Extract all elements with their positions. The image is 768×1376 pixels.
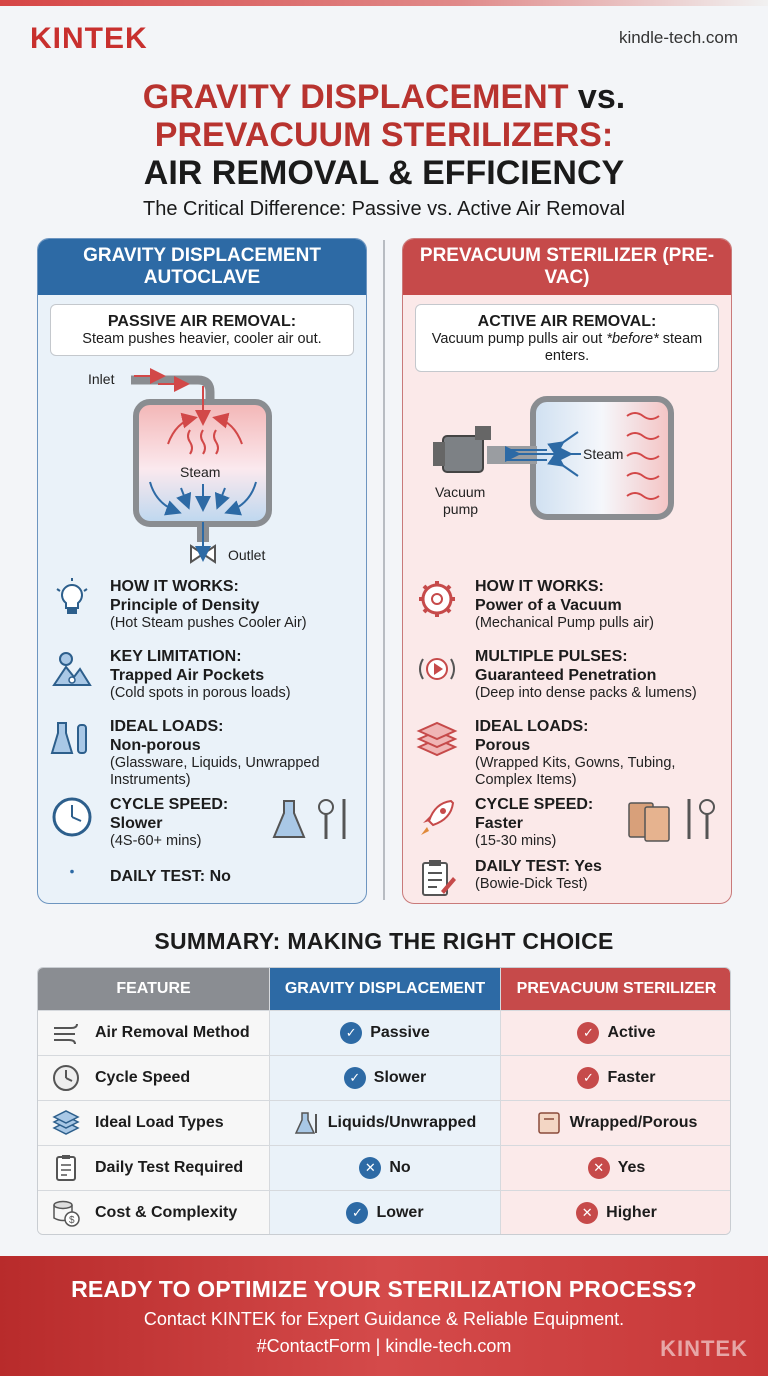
feature-sub: Guaranteed Penetration bbox=[475, 667, 657, 684]
gravity-panel-heading: GRAVITY DISPLACEMENT AUTOCLAVE bbox=[38, 239, 366, 295]
feature-title: HOW IT WORKS: bbox=[475, 578, 604, 595]
prevac-panel-heading: PREVACUUM STERILIZER (PRE-VAC) bbox=[403, 239, 731, 295]
bullet-dot-icon bbox=[50, 867, 94, 887]
prevac-value: Active bbox=[607, 1024, 656, 1041]
gravity-cell bbox=[269, 1011, 500, 1055]
stacked-packs-icon bbox=[415, 717, 459, 761]
feature-sub: Trapped Air Pockets bbox=[110, 667, 265, 684]
prevac-value: Wrapped/Porous bbox=[569, 1114, 698, 1131]
header-gravity: GRAVITY DISPLACEMENT bbox=[269, 968, 500, 1010]
summary-table bbox=[37, 967, 731, 1235]
site-url[interactable]: kindle-tech.com bbox=[618, 28, 738, 47]
feature-sub: Faster bbox=[475, 815, 524, 832]
steam-label: Steam bbox=[180, 464, 221, 480]
table-header-row bbox=[38, 968, 731, 1010]
gravity-value: Liquids/Unwrapped bbox=[327, 1114, 477, 1131]
summary-title: SUMMARY: MAKING THE RIGHT CHOICE bbox=[154, 928, 614, 954]
title-prevacuum: PREVACUUM STERILIZERS: bbox=[154, 116, 614, 154]
check-icon: ✓ bbox=[344, 1067, 366, 1089]
wrapped-pack-icon bbox=[536, 1110, 562, 1136]
feature-desc: (4S-60+ mins) bbox=[110, 833, 202, 849]
callout-text-b: *before* bbox=[606, 331, 659, 347]
feature-desc: (Mechanical Pump pulls air) bbox=[475, 615, 654, 631]
feature-sub: Non-porous bbox=[110, 737, 201, 754]
feature-desc: (Glassware, Liquids, Unwrapped Instruments) bbox=[110, 755, 320, 788]
cta-contact-line: Contact KINTEK for Expert Guidance & Reliable Equipment. bbox=[143, 1309, 625, 1329]
clipboard-icon bbox=[51, 1153, 81, 1183]
layers-icon bbox=[51, 1108, 81, 1138]
feature-label: Ideal Load Types bbox=[95, 1114, 224, 1131]
table-row bbox=[38, 1100, 731, 1145]
prevac-value: Faster bbox=[607, 1069, 656, 1086]
prevac-cell bbox=[500, 1056, 731, 1100]
check-icon: ✓ bbox=[577, 1022, 599, 1044]
feature-cell bbox=[38, 1056, 269, 1100]
gravity-value: No bbox=[389, 1159, 411, 1176]
wind-icon bbox=[51, 1018, 81, 1048]
feature-sub: Power of a Vacuum bbox=[475, 597, 622, 614]
prevac-value: Higher bbox=[606, 1204, 657, 1221]
callout-text: Steam pushes heavier, cooler air out. bbox=[82, 331, 322, 347]
gravity-panel bbox=[37, 238, 367, 904]
prevac-chamber-diagram bbox=[403, 364, 732, 564]
title-vs: vs. bbox=[577, 78, 626, 116]
pump-label-line1: Vacuum bbox=[435, 484, 486, 500]
feature-sub: Slower bbox=[110, 815, 163, 832]
feature-title: CYCLE SPEED: bbox=[475, 796, 594, 813]
lightbulb-icon bbox=[50, 577, 94, 621]
header-prevac: PREVACUUM STERILIZER bbox=[500, 968, 731, 1010]
feature-sub: Porous bbox=[475, 737, 531, 754]
table-row bbox=[38, 1055, 731, 1100]
gravity-chamber-diagram bbox=[38, 364, 367, 564]
feature-desc: (Hot Steam pushes Cooler Air) bbox=[110, 615, 307, 631]
feature-title: DAILY TEST: Yes bbox=[475, 858, 602, 875]
gravity-cell bbox=[269, 1146, 500, 1190]
page-title bbox=[0, 78, 768, 192]
feature-label: Cycle Speed bbox=[95, 1069, 191, 1086]
feature-title: IDEAL LOADS: bbox=[110, 718, 224, 735]
prevac-cell bbox=[500, 1146, 731, 1190]
feature-desc: (Cold spots in porous loads) bbox=[110, 685, 291, 701]
clipboard-icon bbox=[415, 857, 459, 901]
page-subtitle: The Critical Difference: Passive vs. Active Air Removal bbox=[142, 198, 626, 220]
feature-cell bbox=[38, 1146, 269, 1190]
feature-sub: Principle of Density bbox=[110, 597, 260, 614]
cta-contact-link[interactable]: #ContactForm | kindle-tech.com bbox=[256, 1336, 512, 1356]
callout-text-a: Vacuum pump pulls air out bbox=[431, 331, 607, 347]
check-icon: ✓ bbox=[340, 1022, 362, 1044]
prevac-cell bbox=[500, 1101, 731, 1145]
table-row bbox=[38, 1010, 731, 1055]
column-divider bbox=[383, 240, 385, 900]
feature-cell bbox=[38, 1011, 269, 1055]
feature-label: Cost & Complexity bbox=[95, 1204, 238, 1221]
feature-title: MULTIPLE PULSES: bbox=[475, 648, 628, 665]
feature-desc: (15-30 mins) bbox=[475, 833, 557, 849]
header bbox=[0, 6, 768, 66]
table-row bbox=[38, 1190, 731, 1235]
clock-icon bbox=[51, 1063, 81, 1093]
gravity-cell bbox=[269, 1191, 500, 1235]
gravity-value: Lower bbox=[376, 1204, 424, 1221]
feature-desc: (Wrapped Kits, Gowns, Tubing, Complex Items) bbox=[475, 755, 676, 788]
feature-label: Air Removal Method bbox=[95, 1024, 250, 1041]
gravity-cell bbox=[269, 1101, 500, 1145]
callout-title: PASSIVE AIR REMOVAL: bbox=[107, 313, 297, 330]
callout-text-c: steam enters. bbox=[544, 331, 703, 364]
callout-title: ACTIVE AIR REMOVAL: bbox=[477, 313, 657, 330]
feature-title: KEY LIMITATION: bbox=[110, 648, 242, 665]
header-feature: FEATURE bbox=[38, 968, 269, 1010]
pump-label-line2: pump bbox=[443, 501, 479, 517]
prevac-panel bbox=[402, 238, 732, 904]
active-air-callout bbox=[415, 304, 719, 372]
feature-title: CYCLE SPEED: bbox=[110, 796, 229, 813]
vacuum-pump-label bbox=[435, 484, 489, 517]
title-gravity: GRAVITY DISPLACEMENT bbox=[142, 78, 569, 116]
feature-title: IDEAL LOADS: bbox=[475, 718, 589, 735]
gravity-value: Passive bbox=[370, 1024, 430, 1041]
prevac-cell bbox=[500, 1011, 731, 1055]
kintek-logo: KINTEK bbox=[30, 22, 148, 55]
gravity-cell bbox=[269, 1056, 500, 1100]
air-pocket-icon bbox=[50, 647, 94, 691]
feature-desc: (Bowie-Dick Test) bbox=[475, 876, 588, 892]
flask-instruments-icon bbox=[272, 795, 362, 845]
prevac-cell bbox=[500, 1191, 731, 1235]
title-air-removal: AIR REMOVAL & EFFICIENCY bbox=[143, 154, 625, 192]
x-icon: ✕ bbox=[588, 1157, 610, 1179]
glassware-icon bbox=[50, 717, 94, 761]
table-row bbox=[38, 1145, 731, 1190]
x-icon: ✕ bbox=[576, 1202, 598, 1224]
feature-title: DAILY TEST: No bbox=[110, 868, 231, 885]
gravity-value: Slower bbox=[373, 1069, 427, 1086]
coins-icon bbox=[51, 1198, 81, 1228]
rocket-icon bbox=[415, 795, 459, 839]
cta-headline: READY TO OPTIMIZE YOUR STERILIZATION PROCESS? bbox=[71, 1276, 697, 1302]
feature-cell bbox=[38, 1101, 269, 1145]
inlet-label: Inlet bbox=[88, 371, 115, 387]
feature-desc: (Deep into dense packs & lumens) bbox=[475, 685, 697, 701]
footer-kintek-logo: KINTEK bbox=[660, 1336, 748, 1361]
feature-label: Daily Test Required bbox=[95, 1159, 244, 1176]
steam-label: Steam bbox=[583, 446, 624, 462]
check-icon: ✓ bbox=[346, 1202, 368, 1224]
feature-title: HOW IT WORKS: bbox=[110, 578, 239, 595]
flask-icon bbox=[294, 1110, 320, 1136]
passive-air-callout bbox=[50, 304, 354, 356]
clock-icon bbox=[50, 795, 94, 839]
prevac-value: Yes bbox=[617, 1159, 646, 1176]
x-icon: ✕ bbox=[359, 1157, 381, 1179]
gear-icon bbox=[415, 577, 459, 621]
check-icon: ✓ bbox=[577, 1067, 599, 1089]
svg-text:$: $ bbox=[69, 1215, 75, 1226]
pulse-icon bbox=[415, 647, 459, 691]
cta-footer bbox=[0, 1256, 768, 1376]
feature-cell bbox=[38, 1191, 269, 1235]
outlet-label: Outlet bbox=[228, 547, 266, 563]
wrapped-packs-instruments-icon bbox=[627, 795, 727, 845]
